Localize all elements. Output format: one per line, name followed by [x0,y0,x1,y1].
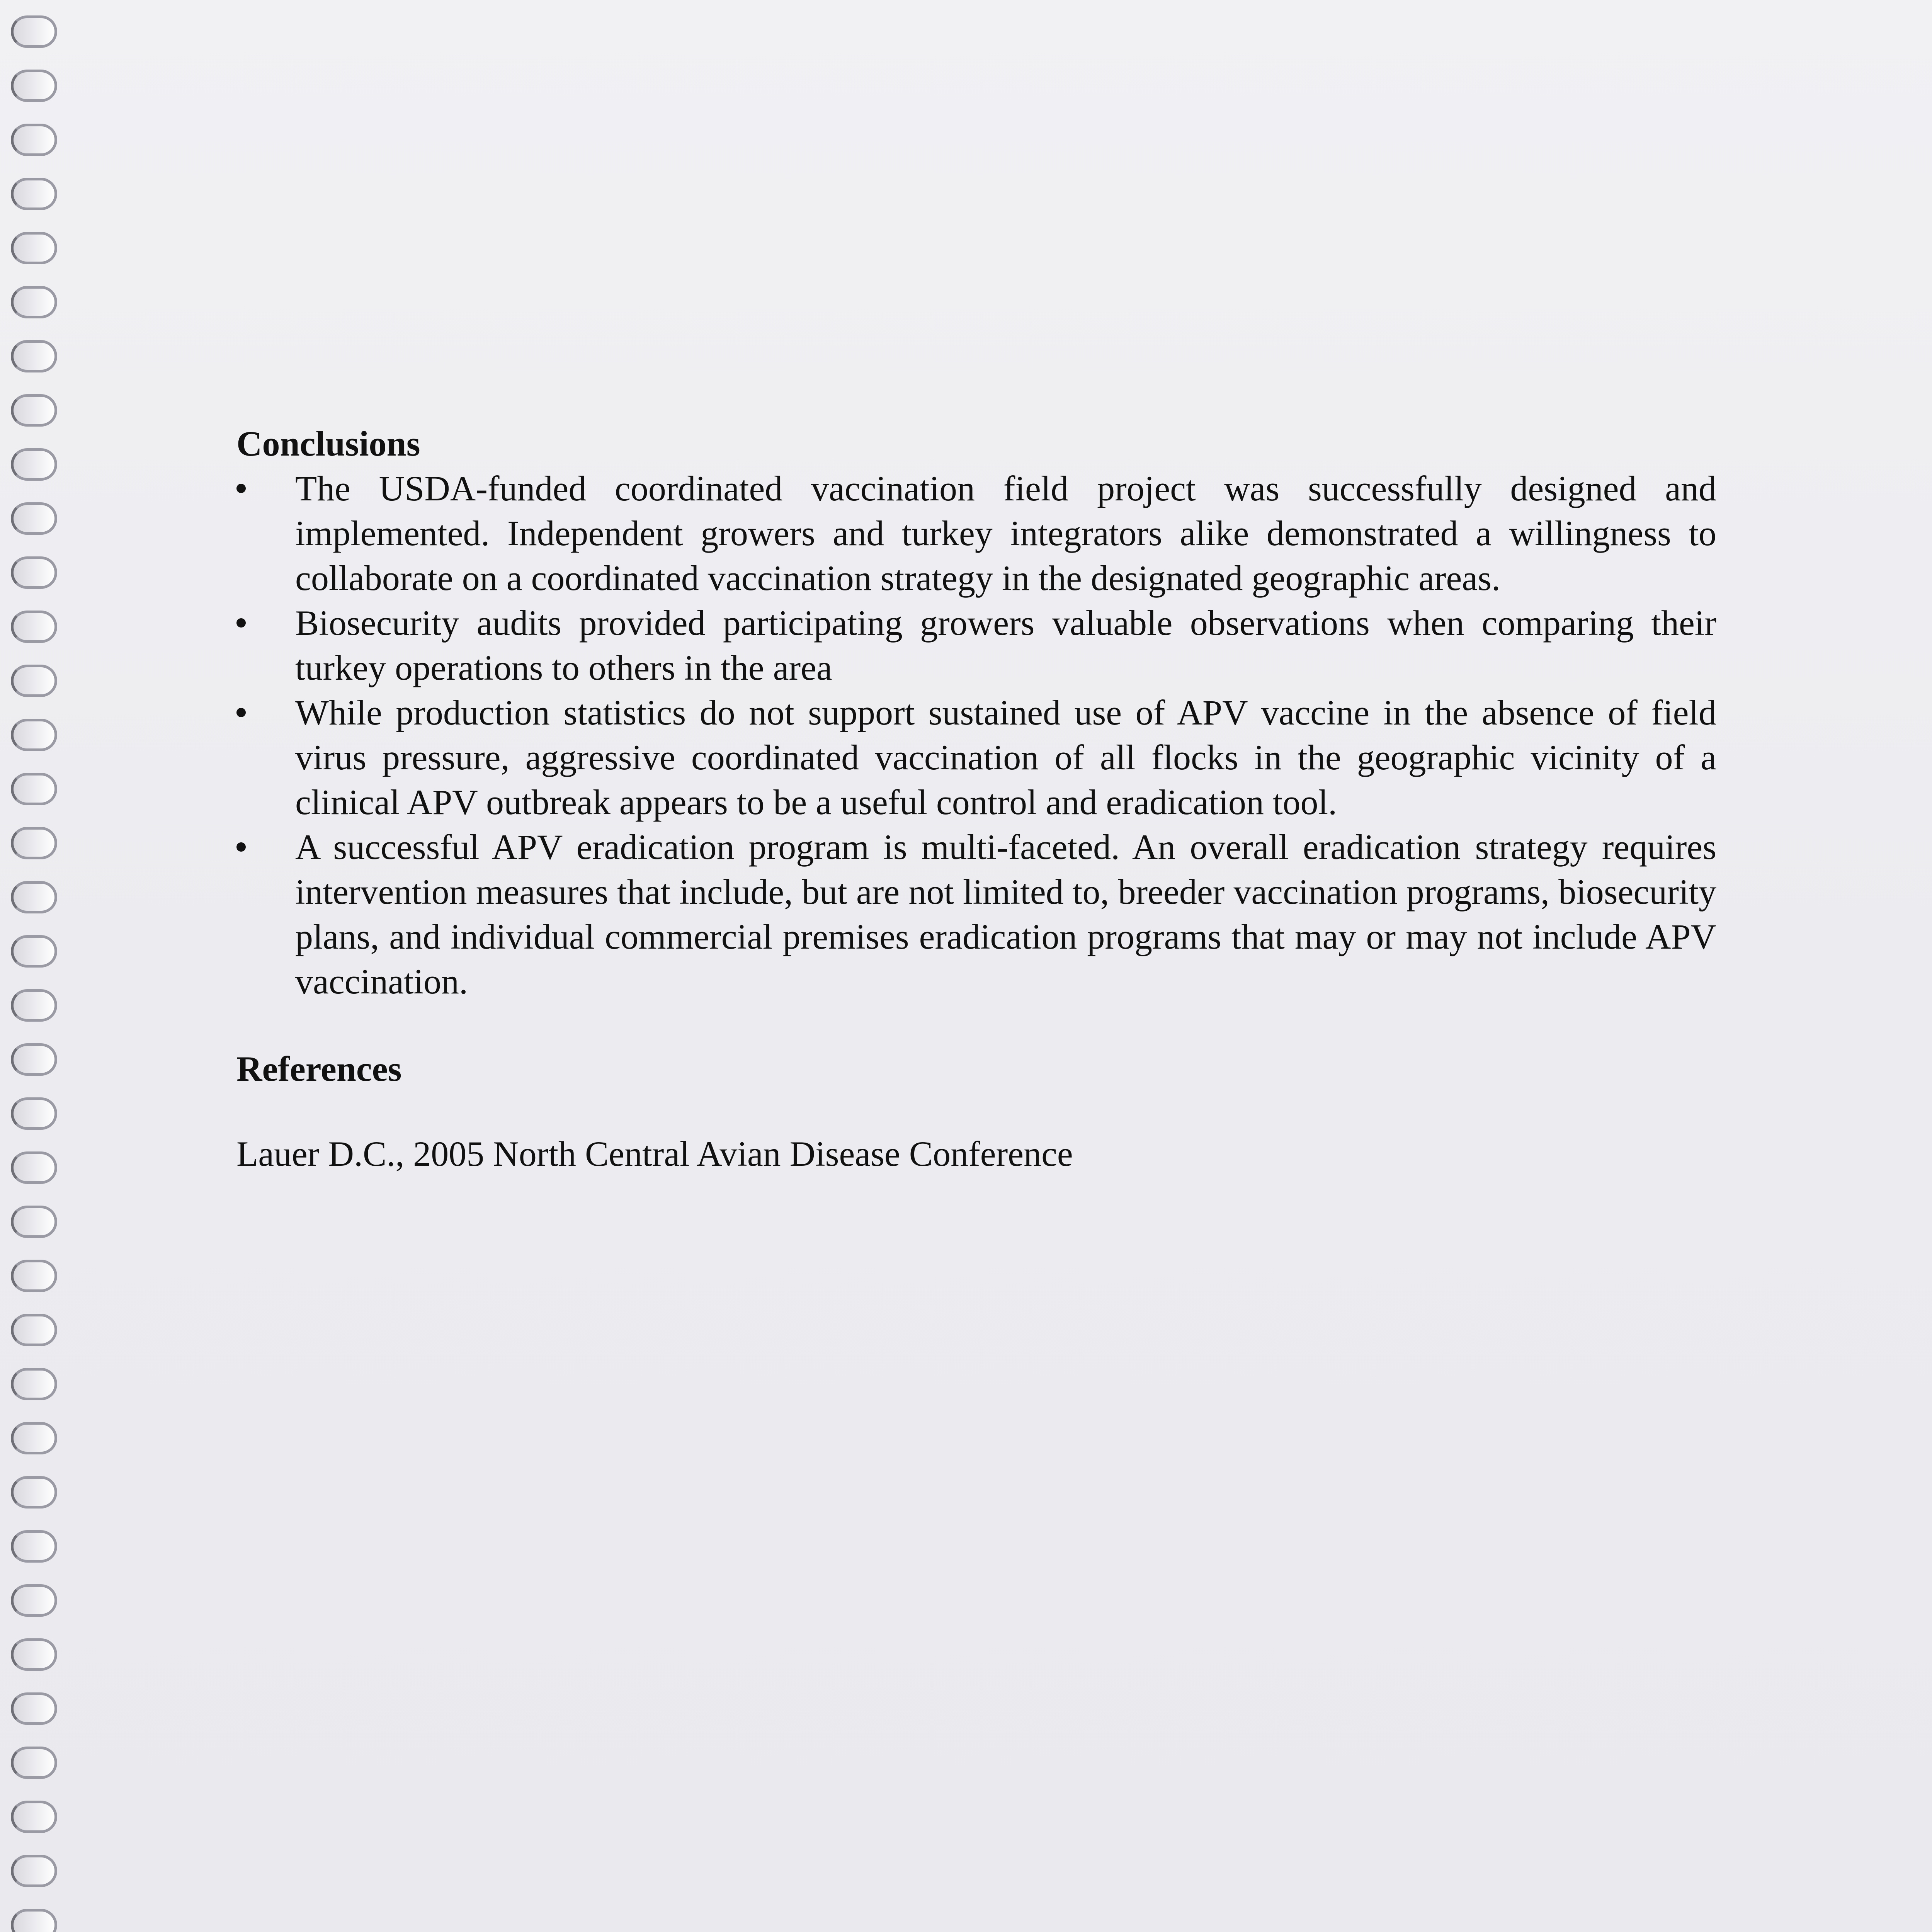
bullet-icon [236,484,246,493]
binding-hole [11,394,57,427]
binding-hole [11,340,57,372]
binding-hole [11,881,57,913]
binding-hole [11,1855,57,1887]
binding-hole [11,1476,57,1509]
binding-hole [11,1206,57,1238]
conclusion-text: The USDA-funded coordinated vaccination field project was successfully designed and implemented. Independent growers and turkey integrators alike demonstrated a willingness to collaborate on a coordinated vaccination strategy in the designated geographic areas. [295,469,1716,598]
binding-hole [11,611,57,643]
binding-hole [11,1097,57,1130]
binding-hole [11,665,57,697]
binding-hole [11,719,57,751]
page-content [236,421,1716,1176]
spiral-binding [0,0,77,1932]
bullet-icon [236,842,246,852]
binding-hole [11,15,57,48]
conclusion-text: A successful APV eradication program is multi-faceted. An overall eradication strategy requires intervention measures that include, but are not limited to, breeder vaccination programs, biosecurity plans, and individual commercial premises eradication programs that may or may not include APV vaccination. [295,827,1716,1001]
binding-hole [11,1368,57,1400]
conclusion-item [236,690,1716,825]
binding-hole [11,827,57,859]
binding-hole [11,1043,57,1076]
conclusion-text: While production statistics do not support sustained use of APV vaccine in the absence of field virus pressure, aggressive coordinated vaccination of all flocks in the geographic vicinity of a clinical APV outbreak appears to be a useful control and eradication tool. [295,693,1716,822]
references-section [236,1046,1716,1176]
conclusion-text: Biosecurity audits provided participating growers valuable observations when comparing their turkey operations to others in the area [295,603,1716,687]
binding-hole [11,1422,57,1454]
binding-hole [11,1909,57,1932]
binding-hole [11,1801,57,1833]
binding-hole [11,773,57,805]
conclusion-item [236,466,1716,600]
binding-hole [11,1692,57,1725]
binding-hole [11,178,57,210]
binding-hole [11,1747,57,1779]
conclusions-list [236,466,1716,1004]
binding-hole [11,556,57,589]
conclusions-heading: Conclusions [236,424,420,463]
conclusion-item [236,600,1716,690]
binding-hole [11,1260,57,1292]
binding-hole [11,1584,57,1617]
binding-hole [11,502,57,535]
conclusions-section [236,421,1716,1004]
binding-hole [11,1638,57,1671]
binding-hole [11,70,57,102]
binding-hole [11,1151,57,1184]
references-heading: References [236,1049,402,1088]
binding-hole [11,935,57,968]
binding-hole [11,124,57,156]
binding-hole [11,1314,57,1346]
binding-hole [11,448,57,481]
binding-hole [11,286,57,318]
binding-hole [11,989,57,1022]
bullet-icon [236,618,246,628]
binding-hole [11,1530,57,1563]
conclusion-item [236,825,1716,1004]
bullet-icon [236,708,246,717]
reference-item: Lauer D.C., 2005 North Central Avian Disease Conference [236,1134,1073,1173]
binding-hole [11,232,57,264]
